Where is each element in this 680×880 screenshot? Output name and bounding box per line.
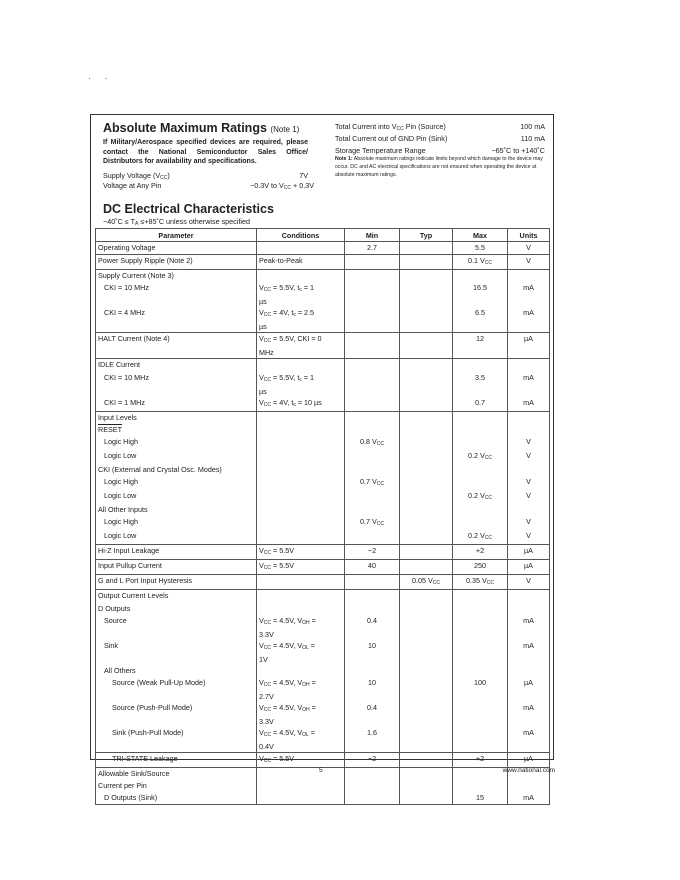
table-row: Source $V_{CC} = 4.5V$, $V_{OH}$ = 3.3V 0.4 mA: [96, 615, 550, 640]
col-conditions: Conditions: [257, 229, 345, 242]
table-row: All Others: [96, 665, 550, 677]
table-row: IDLE Current: [96, 359, 550, 372]
table-row: Input Pullup Current $V_{CC} = 5.5V$ 40 250 µA: [96, 560, 550, 575]
military-notice: If Military/Aerospace specified devices are required, please contact the National Semiconductor Sales Office/ Distributors for availability and specifications.: [103, 139, 308, 165]
dc-title: DC Electrical Characteristics: [103, 202, 274, 216]
table-row: Source (Push-Pull Mode) $V_{CC} = 4.5V$, $V_{OH}$ = 3.3V 0.4 mA: [96, 702, 550, 727]
note-1: Note 1: Absolute maximum ratings indicate limits beyond which damage to the device may occur. DC and AC electrical specifications are not ensured when operating the device at absolute maximum ratings.: [335, 156, 543, 178]
pin-voltage-rating: Voltage at Any Pin −0.3V to $V_{CC} + 0.3V$: [103, 181, 314, 191]
table-row: Logic Low 0.2 $V_{CC}$ V: [96, 450, 550, 464]
table-row: CKI (External and Crystal Osc. Modes): [96, 464, 550, 476]
table-row: D Outputs: [96, 603, 550, 615]
table-row: Supply Current (Note 3): [96, 270, 550, 283]
total-current-out-gnd: Total Current out of GND Pin (Sink) 110 mA: [335, 134, 545, 143]
table-row: Power Supply Ripple (Note 2) Peak-to-Peak 0.1 $V_{CC}$ V: [96, 255, 550, 270]
col-units: Units: [508, 229, 550, 242]
table-row: Logic High 0.7 $V_{CC}$ V: [96, 516, 550, 530]
col-parameter: Parameter: [96, 229, 257, 242]
table-row: CKI = 4 MHz $V_{CC} = 4V$, $t_c = 2.5$ µs 6.5 mA: [96, 307, 550, 333]
col-typ: Typ: [400, 229, 453, 242]
table-row: G and L Port Input Hysteresis 0.05 $V_{CC}$ 0.35 $V_{CC}$ V: [96, 575, 550, 590]
table-row: CKI = 10 MHz $V_{CC} = 5.5V$, $t_c = 1$ µs 16.5 mA: [96, 282, 550, 307]
table-header-row: [96, 229, 550, 242]
table-row: RESET: [96, 424, 550, 436]
dc-characteristics-table: [95, 228, 550, 805]
table-row: Source (Weak Pull-Up Mode) $V_{CC} = 4.5V$, $V_{OH}$ = 2.7V 10 100 µA: [96, 677, 550, 702]
table-row: All Other Inputs: [96, 504, 550, 516]
page-number: 5: [319, 767, 323, 774]
table-row: CKI = 1 MHz $V_{CC} = 4V$, $t_c = 10$ µs 0.7 mA: [96, 397, 550, 412]
table-row: CKI = 10 MHz $V_{CC} = 5.5V$, $t_c = 1$ µs 3.5 mA: [96, 372, 550, 397]
website-link[interactable]: www.national.com: [502, 767, 555, 774]
table-row: Operating Voltage 2.7 5.5 V: [96, 242, 550, 255]
page-dots: · ·: [88, 74, 114, 83]
table-row: Logic High 0.8 $V_{CC}$ V: [96, 436, 550, 450]
dc-conditions: −40˚C ≤ $T_A$ ≤+85˚C unless otherwise specified: [103, 217, 250, 227]
table-row: Allowable Sink/Source: [96, 767, 550, 780]
table-row: HALT Current (Note 4) $V_{CC} = 5.5V$, CKI = 0 MHz 12 µA: [96, 333, 550, 359]
col-min: Min: [345, 229, 400, 242]
table-row: TRI-STATE Leakage $V_{CC} = 5.5V$ −2 +2 µA: [96, 752, 550, 767]
storage-temperature: Storage Temperature Range −65˚C to +140˚C: [335, 146, 545, 155]
table-row: Current per Pin: [96, 780, 550, 792]
supply-voltage-rating: Supply Voltage $(V_{CC})$ 7V: [103, 171, 308, 181]
col-max: Max: [453, 229, 508, 242]
table-row: Logic Low 0.2 $V_{CC}$ V: [96, 530, 550, 545]
table-row: Input Levels: [96, 411, 550, 424]
table-row: D Outputs (Sink) 15 mA: [96, 792, 550, 805]
abs-max-title: Absolute Maximum Ratings (Note 1): [103, 121, 300, 135]
abs-max-note-ref: (Note 1): [270, 125, 300, 134]
table-row: Sink $V_{CC} = 4.5V$, $V_{OL}$ = 1V 10 mA: [96, 640, 550, 665]
table-row: Hi-Z Input Leakage $V_{CC} = 5.5V$ −2 +2 µA: [96, 545, 550, 560]
table-row: Logic High 0.7 $V_{CC}$ V: [96, 476, 550, 490]
table-row: Output Current Levels: [96, 590, 550, 603]
table-row: Logic Low 0.2 $V_{CC}$ V: [96, 490, 550, 504]
total-current-into-vcc: Total Current into $V_{CC}$ Pin (Source) 100 mA: [335, 122, 545, 132]
table-row: Sink (Push-Pull Mode) $V_{CC} = 4.5V$, $V_{OL}$ = 0.4V 1.6 mA: [96, 727, 550, 753]
